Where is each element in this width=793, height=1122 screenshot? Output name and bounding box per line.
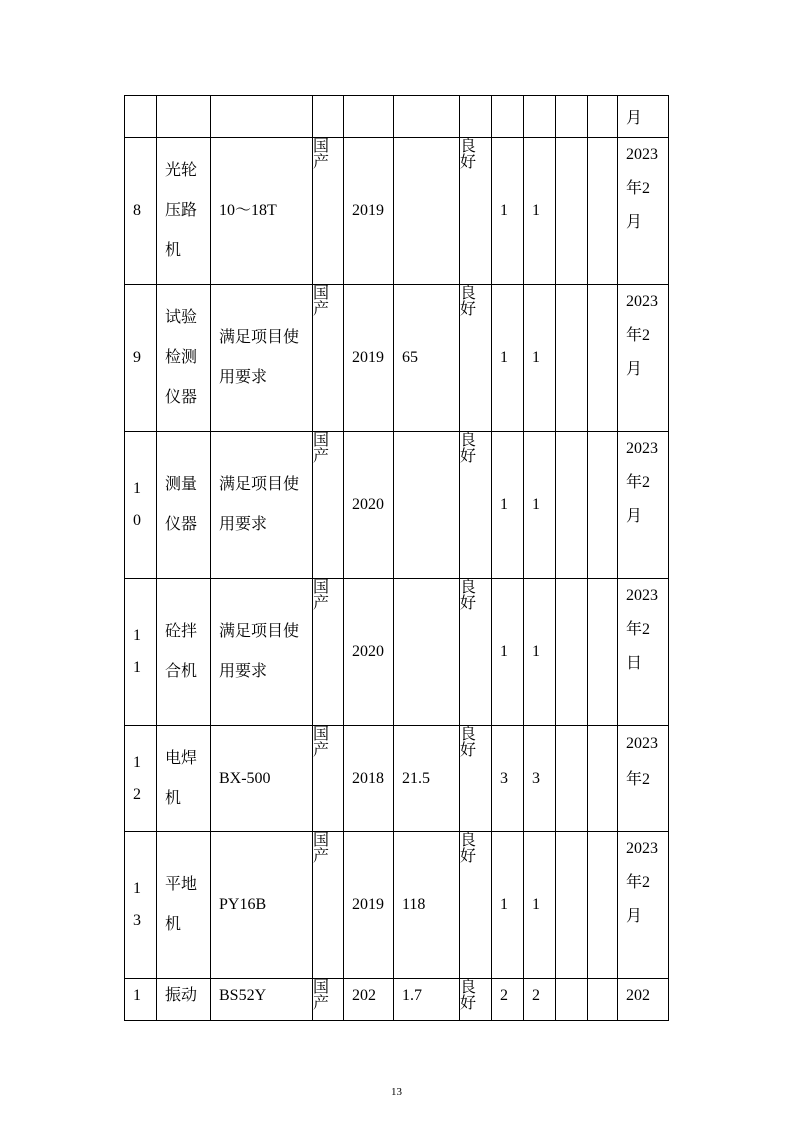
table-row: [125, 979, 669, 1021]
date-cell: [618, 138, 669, 285]
condition: 良好: [460, 432, 477, 465]
rated-power: 1.7: [402, 987, 422, 1004]
origin: 国产: [313, 832, 330, 865]
equipment-name: 试验检测仪器: [165, 309, 198, 406]
model-spec: 满足项目使用要求: [219, 476, 300, 533]
year-made-cell: [344, 726, 394, 832]
col-11-cell: [588, 579, 618, 726]
row-number-cell: [125, 432, 157, 579]
equipment-name: 平地机: [165, 876, 198, 933]
origin-cell: [313, 138, 344, 285]
qty-a-cell: [492, 138, 524, 285]
date-cell: [618, 579, 669, 726]
date-cell: 月: [618, 96, 669, 138]
date: 2023年2月: [626, 146, 658, 231]
qty-a: 1: [500, 643, 508, 660]
col-10-cell: [556, 579, 588, 726]
row-number-cell: [125, 579, 157, 726]
equipment-name: 砼拌合机: [165, 623, 198, 680]
condition: 良好: [460, 579, 477, 612]
model-spec-cell: [211, 138, 313, 285]
year-made: 2018: [352, 769, 384, 787]
table-row: [125, 832, 669, 979]
origin: 国产: [313, 285, 330, 318]
row-number: 8: [133, 202, 141, 219]
qty-b: 3: [532, 769, 540, 787]
table-row-header-continuation: [125, 96, 669, 138]
row-number-cell: [125, 138, 157, 285]
condition-cell: [460, 979, 492, 1021]
model-spec-cell: [211, 432, 313, 579]
col-11-cell: [588, 726, 618, 832]
col-11-cell: [588, 432, 618, 579]
date: 2023年2月: [626, 840, 658, 925]
qty-b-cell: [524, 432, 556, 579]
year-made-cell: [344, 979, 394, 1021]
qty-a: 2: [500, 987, 508, 1004]
year-made: 2019: [352, 202, 384, 219]
year-made-cell: [344, 832, 394, 979]
row-number: 11: [133, 627, 141, 676]
year-made: 2019: [352, 896, 384, 913]
qty-a-cell: [492, 832, 524, 979]
condition: 良好: [460, 979, 477, 1012]
qty-a-cell: [492, 726, 524, 832]
date: 2023年2月: [626, 440, 658, 525]
date: 2023年2月: [626, 293, 658, 378]
model-spec-cell: [211, 979, 313, 1021]
equipment-name-cell: [157, 138, 211, 285]
model-spec: BX-500: [219, 769, 271, 787]
qty-a: 3: [500, 769, 508, 787]
date: 2023年2日: [626, 587, 658, 672]
date-cell: [618, 726, 669, 832]
qty-a-cell: [492, 979, 524, 1021]
equipment-name: 电焊机: [165, 749, 198, 807]
condition-cell: [460, 285, 492, 432]
condition-cell: [460, 726, 492, 832]
table-row: [125, 432, 669, 579]
qty-b-cell: [524, 726, 556, 832]
col-10-cell: [556, 138, 588, 285]
qty-b: 1: [532, 896, 540, 913]
origin: 国产: [313, 726, 330, 759]
model-spec: PY16B: [219, 896, 267, 913]
date-cell: [618, 979, 669, 1021]
origin: 国产: [313, 432, 330, 465]
origin: 国产: [313, 979, 330, 1012]
col-10: [564, 979, 587, 984]
qty-a-cell: [492, 579, 524, 726]
equipment-name: 振动: [165, 987, 198, 1004]
condition: 良好: [460, 726, 477, 759]
condition-cell: [460, 138, 492, 285]
col-11-cell: [588, 138, 618, 285]
origin: 国产: [313, 579, 330, 612]
col-11-cell: [588, 832, 618, 979]
model-spec: 满足项目使用要求: [219, 623, 300, 680]
rated-power-cell: [394, 979, 460, 1021]
rated-power: 118: [402, 896, 426, 913]
col-11-cell: [588, 979, 618, 1021]
row-number-cell: [125, 979, 157, 1021]
equipment-table: [124, 95, 669, 1021]
table-row: [125, 579, 669, 726]
rated-power: 65: [402, 349, 418, 366]
row-number: 10: [133, 480, 141, 529]
qty-b-cell: [524, 138, 556, 285]
equipment-name: 测量仪器: [165, 476, 198, 533]
origin: 国产: [313, 138, 330, 171]
condition-cell: [460, 832, 492, 979]
date-cell: [618, 285, 669, 432]
qty-b: 1: [532, 643, 540, 660]
model-spec: 10～18T: [219, 202, 277, 219]
col-10-cell: [556, 726, 588, 832]
col-10-cell: [556, 432, 588, 579]
rated-power-cell: [394, 285, 460, 432]
year-made-cell: [344, 579, 394, 726]
date-cell: [618, 832, 669, 979]
condition: 良好: [460, 138, 477, 171]
qty-b-cell: [524, 285, 556, 432]
col-10-cell: [556, 832, 588, 979]
model-spec: 满足项目使用要求: [219, 329, 300, 386]
model-spec-cell: [211, 285, 313, 432]
col-10-cell: [556, 979, 588, 1021]
row-number: 9: [133, 349, 141, 366]
qty-a: 1: [500, 349, 508, 366]
qty-a-cell: [492, 285, 524, 432]
table-row: [125, 726, 669, 832]
origin-cell: [313, 432, 344, 579]
year-made: 2020: [352, 643, 384, 660]
qty-a-cell: [492, 432, 524, 579]
year-made: 2020: [352, 496, 384, 513]
condition-cell: [460, 579, 492, 726]
row-number: 1: [133, 987, 141, 1004]
row-number-cell: [125, 726, 157, 832]
origin-cell: [313, 579, 344, 726]
model-spec-cell: [211, 579, 313, 726]
col-10-cell: [556, 285, 588, 432]
rated-power-cell: [394, 432, 460, 579]
equipment-name-cell: [157, 285, 211, 432]
equipment-name-cell: [157, 979, 211, 1021]
qty-b-cell: [524, 579, 556, 726]
model-spec: BS52Y: [219, 987, 267, 1004]
origin-cell: [313, 285, 344, 432]
origin-cell: [313, 832, 344, 979]
year-made-cell: [344, 138, 394, 285]
year-made-cell: [344, 432, 394, 579]
model-spec-cell: [211, 832, 313, 979]
row-number: 12: [133, 753, 141, 803]
origin-cell: [313, 726, 344, 832]
qty-a: 1: [500, 202, 508, 219]
rated-power-cell: [394, 138, 460, 285]
qty-b: 1: [532, 496, 540, 513]
condition: 良好: [460, 832, 477, 865]
row-number: 13: [133, 880, 141, 929]
model-spec-cell: [211, 726, 313, 832]
rated-power-cell: [394, 832, 460, 979]
year-made-cell: [344, 285, 394, 432]
year-made: 202: [352, 987, 376, 1004]
year-made: 2019: [352, 349, 384, 366]
qty-a: 1: [500, 496, 508, 513]
qty-b: 2: [532, 987, 540, 1004]
qty-b-cell: [524, 832, 556, 979]
row-number-cell: [125, 285, 157, 432]
qty-b-cell: [524, 979, 556, 1021]
rated-power: 21.5: [402, 769, 430, 787]
qty-a: 1: [500, 896, 508, 913]
col-11: [596, 979, 617, 984]
origin-cell: [313, 979, 344, 1021]
qty-b: 1: [532, 202, 540, 219]
rated-power-cell: [394, 579, 460, 726]
col-11-cell: [588, 285, 618, 432]
page-number: 13: [391, 1086, 402, 1098]
date: 202: [626, 987, 650, 1004]
equipment-name: 光轮压路机: [165, 162, 198, 259]
date-cell: [618, 432, 669, 579]
date: 2023年2: [626, 735, 658, 788]
row-number-cell: [125, 832, 157, 979]
table-row: [125, 138, 669, 285]
table-row: [125, 285, 669, 432]
equipment-name-cell: [157, 832, 211, 979]
qty-b: 1: [532, 349, 540, 366]
equipment-name-cell: [157, 432, 211, 579]
equipment-name-cell: [157, 579, 211, 726]
equipment-name-cell: [157, 726, 211, 832]
condition-cell: [460, 432, 492, 579]
condition: 良好: [460, 285, 477, 318]
rated-power-cell: [394, 726, 460, 832]
